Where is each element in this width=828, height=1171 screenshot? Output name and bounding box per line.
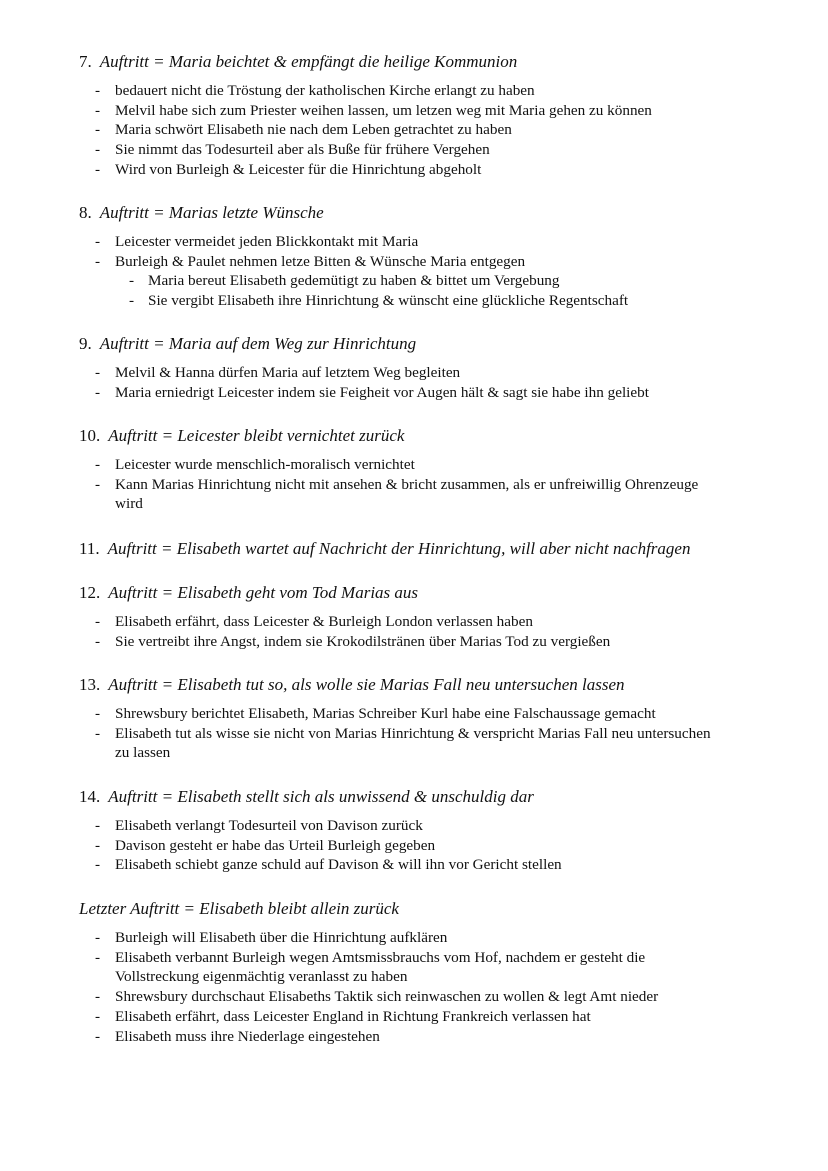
bullet-list (0, 232, 828, 311)
section-title: Auftritt = Marias letzte Wünsche (99, 203, 324, 222)
dash-bullet-icon: - (129, 292, 135, 310)
list-item (0, 120, 715, 140)
dash-bullet-icon: - (95, 475, 101, 493)
dash-bullet-icon: - (95, 632, 101, 650)
list-item (0, 101, 715, 121)
section-title: Auftritt = Leicester bleibt vernichtet zurück (108, 426, 405, 445)
list-item (0, 948, 715, 987)
list-item (0, 928, 715, 948)
list-item (0, 724, 715, 763)
list-item (0, 160, 715, 180)
dash-bullet-icon: - (95, 383, 101, 401)
section-heading (79, 787, 534, 807)
dash-bullet-icon: - (129, 272, 135, 290)
bullet-list (0, 816, 828, 875)
list-item (0, 271, 708, 291)
section-title: Auftritt = Maria beichtet & empfängt die heilige Kommunion (99, 52, 518, 71)
list-item (0, 836, 715, 856)
section-heading (79, 203, 324, 223)
list-item-text: Elisabeth verlangt Todesurteil von Davison zurück (115, 817, 423, 834)
section-number: 11. (79, 539, 100, 558)
list-item (0, 612, 715, 632)
list-item-text: Wird von Burleigh & Leicester für die Hinrichtung abgeholt (115, 160, 482, 178)
section-heading (79, 539, 690, 559)
section-number: 9. (79, 334, 92, 353)
bullet-list (0, 455, 828, 514)
dash-bullet-icon: - (95, 456, 101, 473)
list-item-text: Elisabeth erfährt, dass Leicester & Burleigh London verlassen haben (115, 613, 533, 630)
bullet-list (0, 928, 828, 1046)
list-item (0, 1007, 715, 1027)
dash-bullet-icon: - (95, 82, 101, 99)
dash-bullet-icon: - (95, 948, 101, 966)
list-item-text: Elisabeth erfährt, dass Leicester England in Richtung Frankreich verlassen hat (115, 1007, 591, 1025)
section-number: 14. (79, 787, 101, 806)
dash-bullet-icon: - (95, 121, 101, 139)
list-item-text: Elisabeth muss ihre Niederlage eingestehen (115, 1027, 380, 1045)
list-item-text: Sie nimmt das Todesurteil aber als Buße für frühere Vergehen (115, 141, 490, 159)
section-number: 8. (79, 203, 92, 222)
list-item-text: Davison gesteht er habe das Urteil Burleigh gegeben (115, 836, 436, 854)
section-heading (79, 52, 517, 72)
section-heading (79, 583, 418, 603)
list-item (0, 81, 715, 101)
section-number: 10. (79, 426, 101, 445)
section-heading (79, 675, 625, 695)
dash-bullet-icon: - (95, 613, 101, 630)
list-item (0, 291, 708, 311)
list-item (0, 232, 715, 252)
dash-bullet-icon: - (95, 817, 101, 834)
section-number: 7. (79, 52, 92, 71)
dash-bullet-icon: - (95, 988, 101, 1006)
list-item-text: Elisabeth verbannt Burleigh wegen Amtsmissbrauchs vom Hof, nachdem er gesteht die Vollstreckung eigenmächtig veranlasst zu haben (115, 948, 646, 986)
list-item (0, 1027, 715, 1047)
dash-bullet-icon: - (95, 160, 101, 178)
list-item-text: Burleigh & Paulet nehmen letze Bitten & Wünsche Maria entgegen (115, 252, 526, 270)
list-item-text: Shrewsbury durchschaut Elisabeths Taktik sich reinwaschen zu wollen & legt Amt nieder (115, 988, 659, 1006)
dash-bullet-icon: - (95, 836, 101, 854)
list-item-text: bedauert nicht die Tröstung der katholischen Kirche erlangt zu haben (115, 82, 535, 99)
list-item-text: Shrewsbury berichtet Elisabeth, Marias Schreiber Kurl habe eine Falschaussage gemacht (115, 705, 656, 722)
dash-bullet-icon: - (95, 929, 101, 946)
list-item-text: Sie vertreibt ihre Angst, indem sie Krokodilstränen über Marias Tod zu vergießen (115, 632, 611, 650)
list-item (0, 632, 715, 652)
list-item-text: Leicester vermeidet jeden Blickkontakt mit Maria (115, 233, 419, 250)
section-title: Auftritt = Elisabeth wartet auf Nachricht der Hinrichtung, will aber nicht nachfragen (107, 539, 691, 558)
section-title: Auftritt = Elisabeth tut so, als wolle sie Marias Fall neu untersuchen lassen (108, 675, 625, 694)
list-item (0, 475, 715, 514)
list-item (0, 140, 715, 160)
list-item-text: Kann Marias Hinrichtung nicht mit ansehen & bricht zusammen, als er unfreiwillig Ohrenzeuge wird (115, 475, 699, 513)
list-item (0, 252, 715, 272)
dash-bullet-icon: - (95, 1007, 101, 1025)
section-number: 12. (79, 583, 101, 602)
list-item (0, 455, 715, 475)
dash-bullet-icon: - (95, 101, 101, 119)
section-heading (79, 899, 399, 919)
list-item (0, 383, 715, 403)
section-number: 13. (79, 675, 101, 694)
list-item-text: Maria erniedrigt Leicester indem sie Feigheit vor Augen hält & sagt sie habe ihn geliebt (115, 383, 649, 401)
bullet-list (0, 704, 828, 763)
list-item-text: Melvil habe sich zum Priester weihen lassen, um letzen weg mit Maria gehen zu können (115, 101, 652, 119)
list-item-text: Melvil & Hanna dürfen Maria auf letztem Weg begleiten (115, 364, 461, 381)
dash-bullet-icon: - (95, 1027, 101, 1045)
dash-bullet-icon: - (95, 233, 101, 250)
list-item (0, 363, 715, 383)
list-item-text: Elisabeth schiebt ganze schuld auf Davison & will ihn vor Gericht stellen (115, 856, 562, 874)
dash-bullet-icon: - (95, 705, 101, 722)
section-heading (79, 334, 416, 354)
dash-bullet-icon: - (95, 724, 101, 742)
bullet-list (0, 612, 828, 651)
list-item (0, 816, 715, 836)
dash-bullet-icon: - (95, 364, 101, 381)
list-item (0, 855, 715, 875)
list-item (0, 987, 715, 1007)
list-item-text: Maria bereut Elisabeth gedemütigt zu haben & bittet um Vergebung (148, 272, 560, 290)
section-heading (79, 426, 404, 446)
list-item-text: Elisabeth tut als wisse sie nicht von Marias Hinrichtung & verspricht Marias Fall neu untersuchen zu lassen (115, 724, 711, 762)
list-item-text: Maria schwört Elisabeth nie nach dem Leben getrachtet zu haben (115, 121, 512, 139)
dash-bullet-icon: - (95, 856, 101, 874)
dash-bullet-icon: - (95, 141, 101, 159)
bullet-list (0, 81, 828, 180)
section-title: Auftritt = Elisabeth geht vom Tod Marias aus (108, 583, 419, 602)
section-title: Auftritt = Elisabeth stellt sich als unwissend & unschuldig dar (108, 787, 534, 806)
list-item-text: Burleigh will Elisabeth über die Hinrichtung aufklären (115, 929, 448, 946)
list-item-text: Leicester wurde menschlich-moralisch vernichtet (115, 456, 415, 473)
list-item (0, 704, 715, 724)
section-title: Auftritt = Maria auf dem Weg zur Hinrichtung (99, 334, 417, 353)
dash-bullet-icon: - (95, 252, 101, 270)
bullet-list (0, 363, 828, 402)
list-item-text: Sie vergibt Elisabeth ihre Hinrichtung & wünscht eine glückliche Regentschaft (148, 292, 629, 310)
section-title: Letzter Auftritt = Elisabeth bleibt allein zurück (79, 899, 399, 918)
